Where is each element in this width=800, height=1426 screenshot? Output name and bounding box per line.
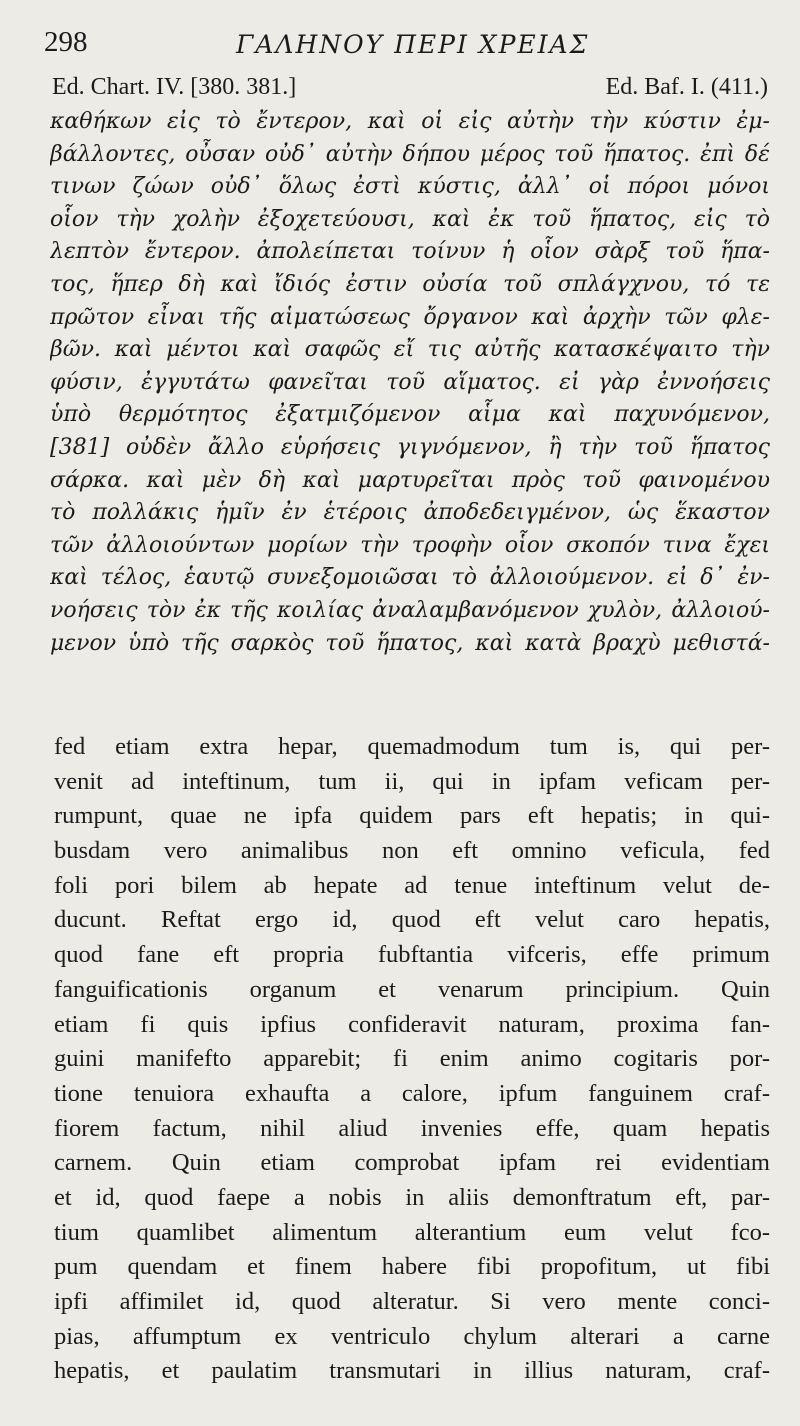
- latin-text-line: tium quamlibet alimentum alterantium eum velut fco-: [54, 1218, 770, 1246]
- running-head: [44, 22, 764, 62]
- latin-text-line: ipfi affimilet id, quod alteratur. Si vero mente conci-: [54, 1288, 770, 1315]
- edition-reference-line: [52, 74, 768, 108]
- latin-text-line: guini manifefto apparebit; fi enim animo cogitaris por-: [54, 1045, 770, 1073]
- greek-text-line: μενον ὑπὸ τῆς σαρκὸς τοῦ ἥπατος, καὶ κατὰ βραχὺ μεθιστά-: [50, 630, 770, 656]
- greek-text-block: [50, 106, 770, 660]
- latin-text-line: et id, quod faepe a nobis in aliis demonftratum eft, par-: [54, 1183, 770, 1211]
- greek-text-line: τος, ἥπερ δὴ καὶ ἴδιός ἐστιν οὐσία τοῦ σπλάγχνου, τό τε: [50, 271, 770, 297]
- page-number: 298: [44, 26, 88, 58]
- latin-text-line: etiam fi quis ipfius confideravit naturam, proxima fan-: [54, 1010, 770, 1038]
- greek-text-line: τινων ζώων οὐδ᾽ ὅλως ἐστὶ κύστις, ἀλλ᾽ οἱ πόροι μόνοι: [50, 174, 770, 200]
- latin-text-line: tione tenuiora exhaufta a calore, ipfum fanguinem craf-: [54, 1079, 770, 1107]
- greek-text-line: καὶ τέλος, ἑαυτῷ συνεξομοιῶσαι τὸ ἀλλοιούμενον. εἰ δ᾽ ἐν-: [50, 565, 770, 591]
- latin-text-line: busdam vero animalibus non eft omnino veficula, fed: [54, 837, 770, 865]
- edition-reference-right: Ed. Baf. I. (411.): [605, 74, 768, 100]
- latin-text-line: carnem. Quin etiam comprobat ipfam rei evidentiam: [54, 1149, 770, 1177]
- greek-text-line: βῶν. καὶ μέντοι καὶ σαφῶς εἴ τις αὐτῆς κατασκέψαιτο τὴν: [50, 337, 770, 363]
- greek-text-line: βάλλοντες, οὖσαν οὐδ᾽ αὐτὴν δήπου μέρος τοῦ ἥπατος. ἐπὶ δέ: [50, 141, 770, 167]
- greek-text-line: [381] οὐδὲν ἄλλο εὑρήσεις γιγνόμενον, ἢ τὴν τοῦ ἥπατος: [50, 434, 770, 460]
- latin-text-line: foli pori bilem ab hepate ad tenue inteftinum velut de-: [54, 871, 770, 899]
- greek-text-line: τὸ πολλάκις ἡμῖν ἐν ἑτέροις ἀποδεδειγμένον, ὡς ἕκαστον: [50, 500, 770, 526]
- greek-text-line: φύσιν, ἐγγυτάτω φανεῖται τοῦ αἵματος. εἰ γὰρ ἐννοήσεις: [50, 369, 770, 395]
- greek-text-line: σάρκα. καὶ μὲν δὴ καὶ μαρτυρεῖται πρὸς τοῦ φαινομένου: [50, 467, 770, 493]
- greek-text-line: πρῶτον εἶναι τῆς αἱματώσεως ὄργανον καὶ ἀρχὴν τῶν φλε-: [50, 304, 770, 330]
- greek-text-line: καθήκων εἰς τὸ ἔντερον, καὶ οἱ εἰς αὐτὴν τὴν κύστιν ἐμ-: [50, 109, 770, 134]
- latin-text-line: venit ad inteftinum, tum ii, qui in ipfam veficam per-: [54, 767, 770, 795]
- latin-text-line: pum quendam et finem habere fibi propofitum, ut fibi: [54, 1253, 770, 1281]
- latin-text-line: fanguificationis organum et venarum principium. Quin: [54, 975, 770, 1003]
- greek-text-line: τῶν ἀλλοιούντων μορίων τὴν τροφὴν οἷον σκοπόν τινα ἔχει: [50, 532, 770, 558]
- latin-text-line: ducunt. Reftat ergo id, quod eft velut caro hepatis,: [54, 906, 770, 934]
- latin-text-line: quod fane eft propria fubftantia vifceris, effe primum: [54, 941, 770, 969]
- latin-text-line: hepatis, et paulatim transmutari in illius naturam, craf-: [54, 1357, 770, 1385]
- greek-text-line: ὑπὸ θερμότητος ἐξατμιζόμενον αἷμα καὶ παχυνόμενον,: [50, 402, 770, 428]
- greek-text-line: λεπτὸν ἔντερον. ἀπολείπεται τοίνυν ἡ οἷον σὰρξ τοῦ ἥπα-: [50, 239, 770, 265]
- latin-text-line: rumpunt, quae ne ipfa quidem pars eft hepatis; in qui-: [54, 802, 770, 830]
- running-title: ΓΑΛΗΝΟΥ ΠΕΡΙ ΧΡΕΙΑΣ: [236, 30, 590, 59]
- greek-text-line: νοήσεις τὸν ἐκ τῆς κοιλίας ἀναλαμβανόμενον χυλὸν, ἀλλοιού-: [50, 597, 770, 623]
- latin-text-line: fiorem factum, nihil aliud invenies effe, quam hepatis: [54, 1114, 770, 1142]
- latin-text-line: pias, affumptum ex ventriculo chylum alterari a carne: [54, 1322, 770, 1350]
- latin-text-line: fed etiam extra hepar, quemadmodum tum is, qui per-: [54, 733, 770, 760]
- edition-reference-left: Ed. Chart. IV. [380. 381.]: [52, 74, 297, 100]
- greek-text-line: οἷον τὴν χολὴν ἐξοχετεύουσι, καὶ ἐκ τοῦ ἥπατος, εἰς τὸ: [50, 206, 770, 232]
- latin-text-block: [54, 730, 770, 1389]
